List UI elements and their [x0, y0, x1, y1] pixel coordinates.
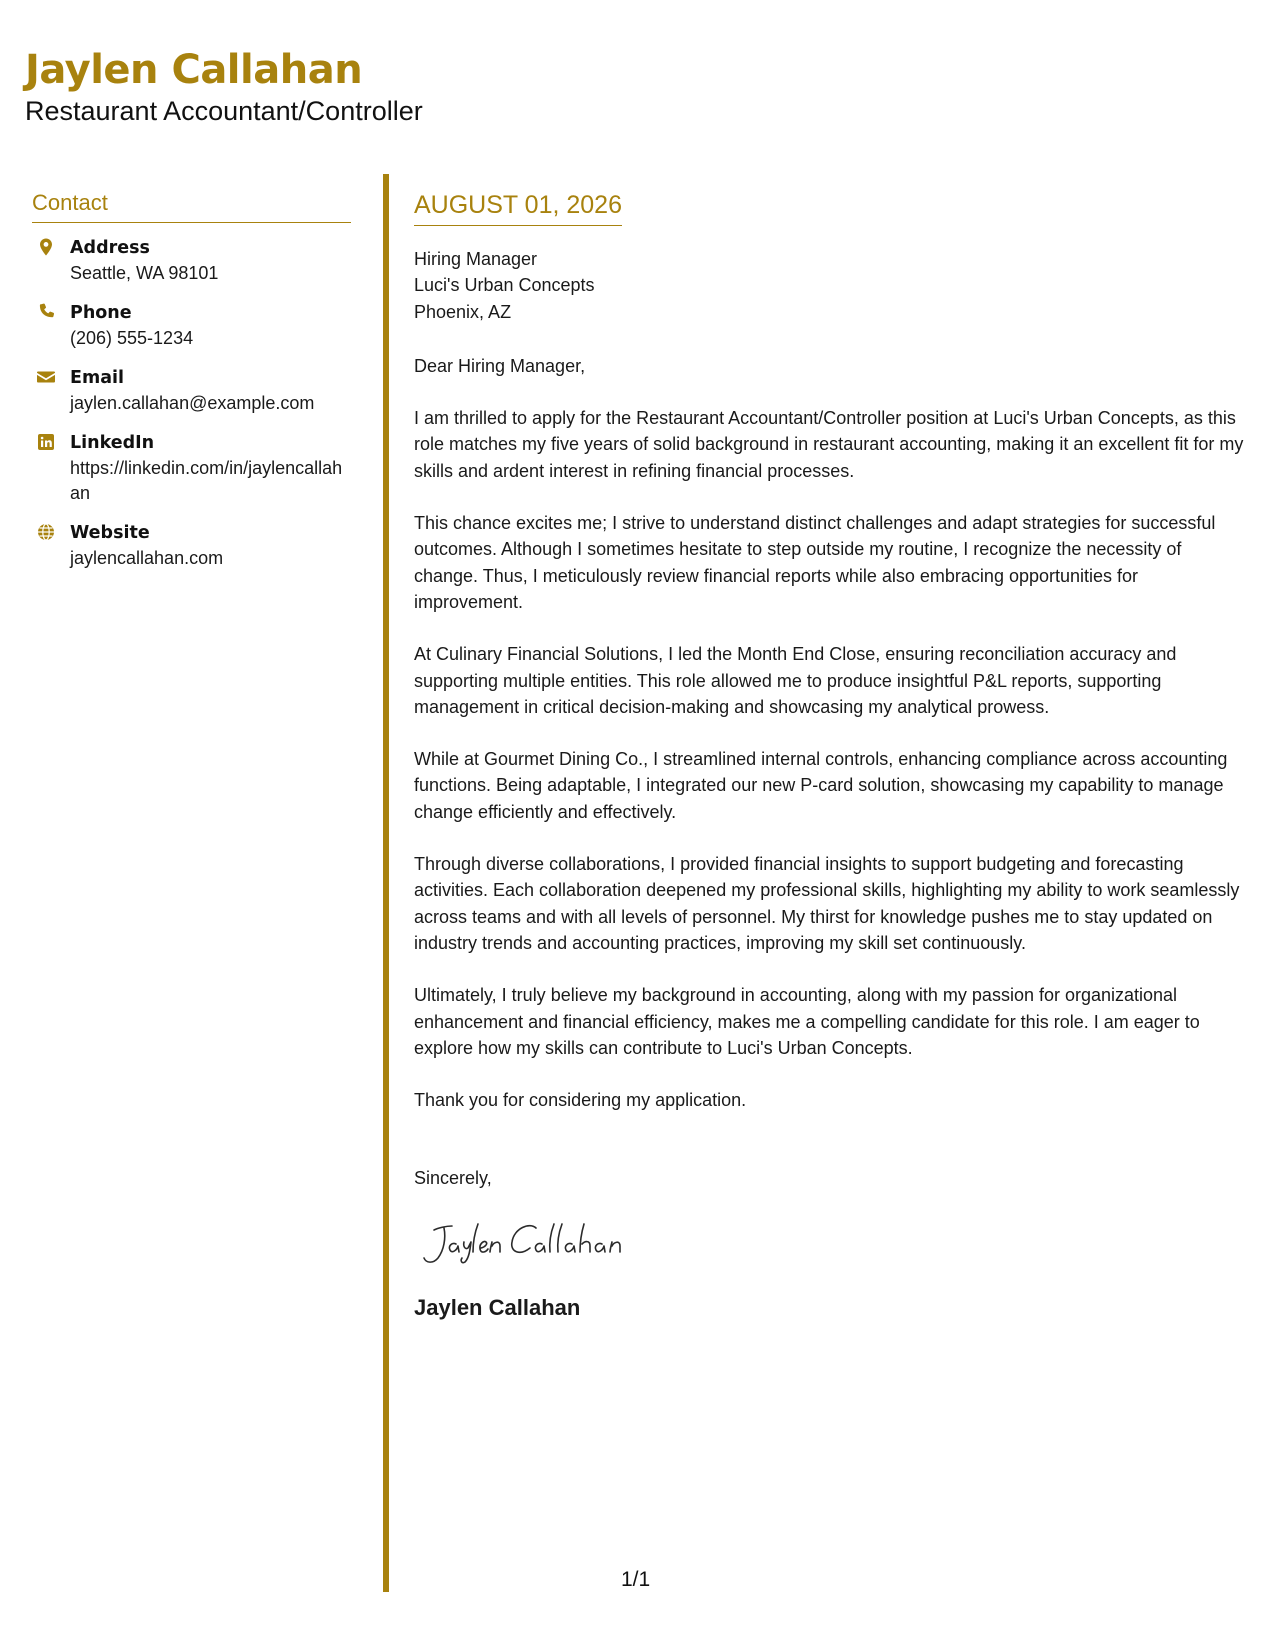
contact-item-phone: [32, 300, 351, 351]
recipient-block: [414, 246, 1244, 325]
paragraph-4: While at Gourmet Dining Co., I streamlined internal controls, enhancing compliance across accounting functions. Being adaptable, I integrated our new P-card solution, showcasing my capability to manage change efficiently and effectively.: [414, 749, 1228, 822]
linkedin-icon: [36, 432, 56, 452]
contact-label-phone: Phone: [70, 303, 132, 323]
recipient-location: Phoenix, AZ: [414, 301, 512, 322]
closing: Sincerely,: [414, 1168, 492, 1189]
contact-value-phone: (206) 555-1234: [70, 328, 194, 348]
recipient-company: Luci's Urban Concepts: [414, 275, 595, 296]
applicant-role: Restaurant Accountant/Controller: [25, 96, 423, 126]
letter-date: AUGUST 01, 2026: [414, 190, 622, 226]
paragraph-1: I am thrilled to apply for the Restaurant Accountant/Controller position at Luci's Urban Concepts, as this role matches my five years of solid background in restaurant accounting, making it an excellent fit for my skills and ardent interest in refining financial processes.: [414, 408, 1244, 481]
contact-label-website: Website: [70, 523, 150, 543]
paragraph-6: Ultimately, I truly believe my background in accounting, along with my passion for organizational enhancement and financial efficiency, makes me a compelling candidate for this role. I am eager to explore how my skills can contribute to Luci's Urban Concepts.: [414, 985, 1200, 1058]
paragraph-7: Thank you for considering my application.: [414, 1090, 747, 1111]
salutation: Dear Hiring Manager,: [414, 355, 586, 376]
paragraph-5: Through diverse collaborations, I provided financial insights to support budgeting and forecasting activities. Each collaboration deepened my professional skills, highlighting my ability to work seamlessly across teams and with all levels of personnel. My thirst for knowledge pushes me to stay updated on industry trends and accounting practices, improving my skill set continuously.: [414, 854, 1240, 953]
contact-sidebar: [32, 190, 351, 585]
page-number: 1/1: [621, 1568, 651, 1591]
letter-body: [414, 190, 1244, 1321]
contact-item-linkedin: [32, 430, 351, 506]
applicant-name: Jaylen Callahan: [25, 47, 363, 93]
vertical-divider: [383, 174, 389, 1592]
envelope-icon: [36, 367, 56, 387]
contact-item-website: [32, 520, 351, 571]
contact-list: [32, 235, 351, 571]
recipient-title: Hiring Manager: [414, 249, 538, 269]
resume-header: [25, 48, 423, 127]
contact-value-email: jaylen.callahan@example.com: [70, 393, 315, 413]
contact-label-email: Email: [70, 368, 124, 388]
contact-label-address: Address: [70, 238, 150, 258]
contact-value-linkedin[interactable]: https://linkedin.com/in/jaylencallahan: [70, 458, 343, 503]
map-pin-icon: [36, 237, 56, 257]
paragraph-2: This chance excites me; I strive to understand distinct challenges and adapt strategies for successful outcomes. Although I sometimes hesitate to step outside my routine, I recognize the necessity of change. Thus, I meticulously review financial reports while also embracing opportunities for improvement.: [414, 513, 1216, 612]
contact-heading: Contact: [32, 190, 351, 223]
globe-icon: [36, 522, 56, 542]
paragraph-3: At Culinary Financial Solutions, I led the Month End Close, ensuring reconciliation accuracy and supporting multiple entities. This role allowed me to produce insightful P&L reports, supporting management in critical decision-making and showcasing my analytical prowess.: [414, 644, 1177, 717]
handwritten-signature: [418, 1218, 1244, 1277]
phone-icon: [36, 302, 56, 322]
signer-name: Jaylen Callahan: [414, 1295, 581, 1321]
contact-value-address: Seattle, WA 98101: [70, 263, 219, 283]
contact-item-address: [32, 235, 351, 286]
contact-item-email: [32, 365, 351, 416]
contact-label-linkedin: LinkedIn: [70, 433, 155, 453]
contact-value-website[interactable]: jaylencallahan.com: [70, 548, 224, 568]
